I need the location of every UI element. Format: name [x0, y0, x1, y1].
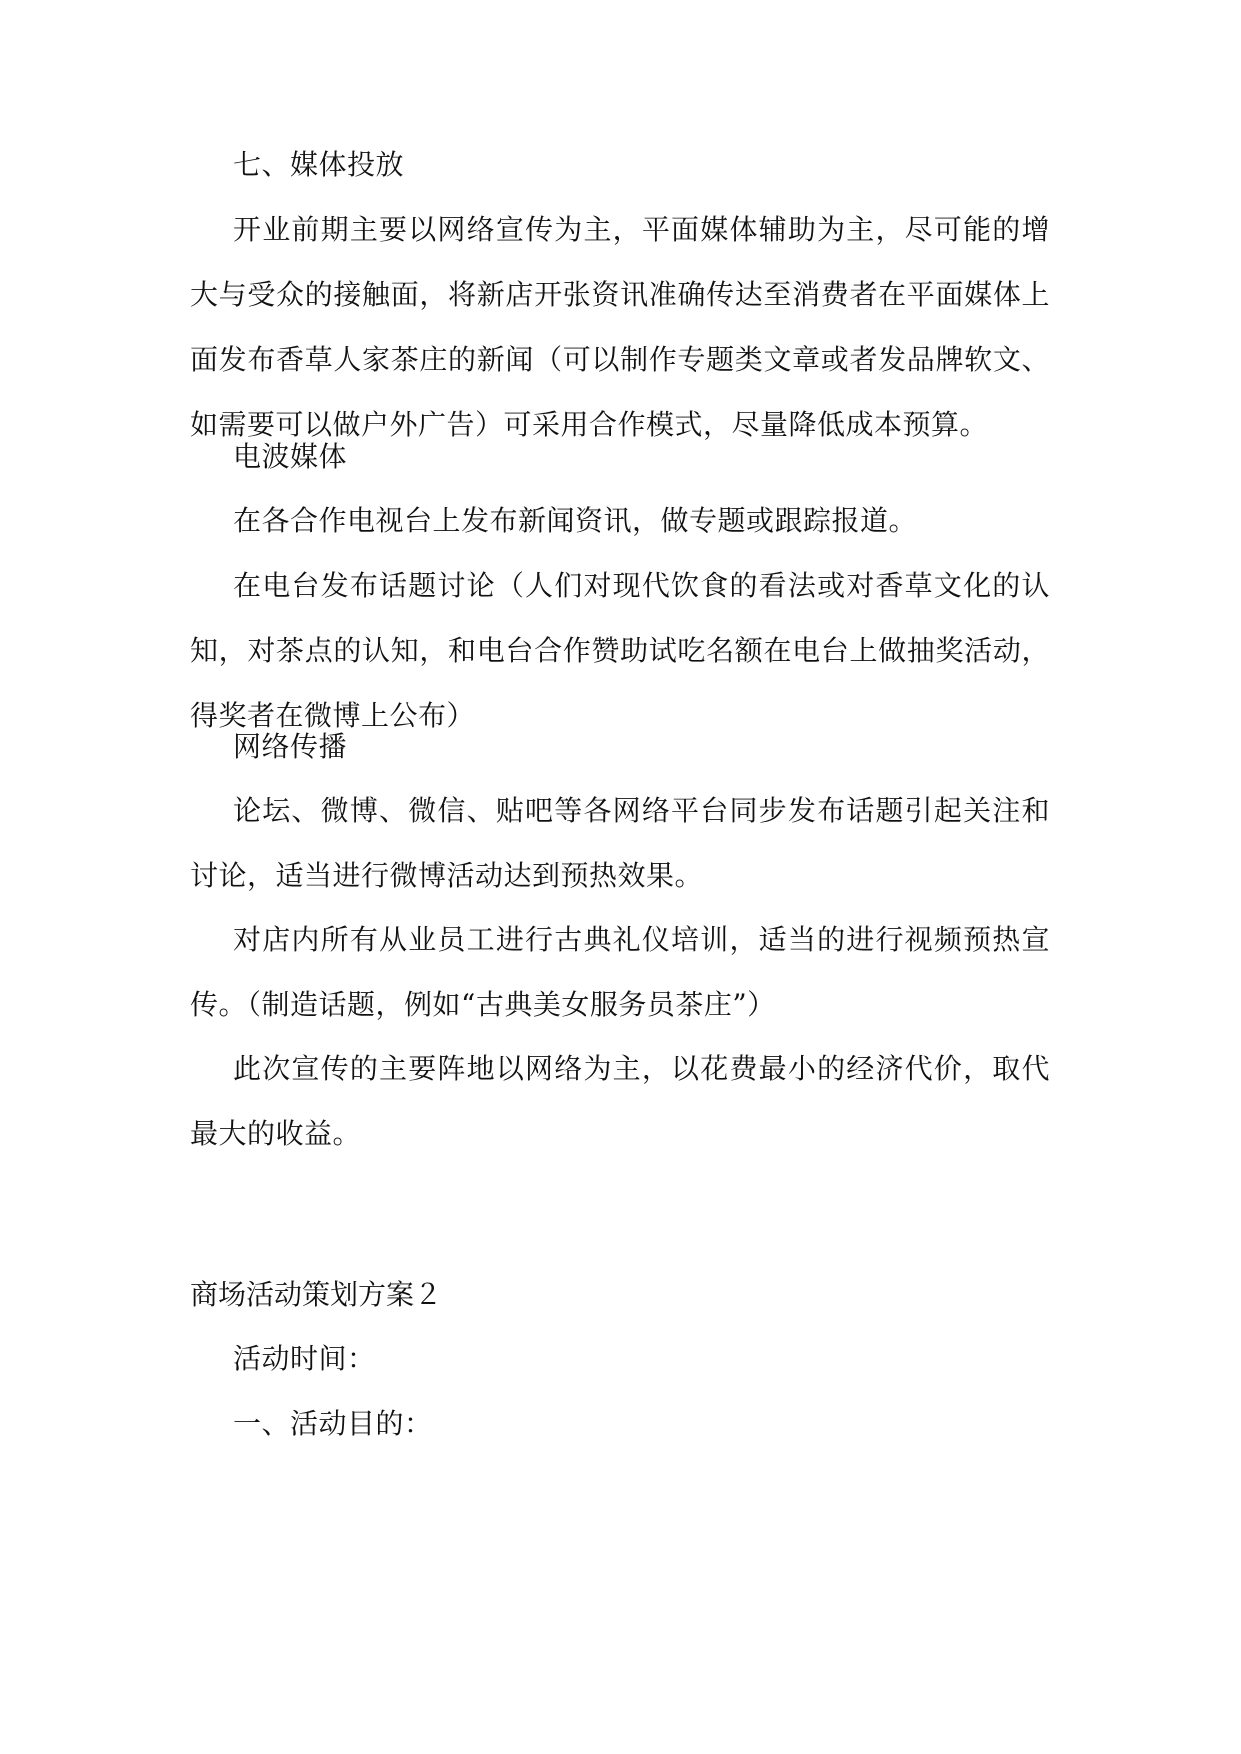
- subheading-broadcast-media: 电波媒体: [233, 440, 348, 473]
- paragraph-network-platforms: 论坛、微博、微信、贴吧等各网络平台同步发布话题引起关注和讨论，适当进行微博活动达到预热效果。: [190, 794, 1050, 892]
- paragraph-media-intro: 开业前期主要以网络宣传为主，平面媒体辅助为主，尽可能的增大与受众的接触面，将新店开张资讯准确传达至消费者在平面媒体上面发布香草人家茶庄的新闻（可以制作专题类文章或者发品牌软文、如需要可以做户外广告）可采用合作模式，尽量降低成本预算。: [190, 213, 1050, 441]
- paragraph-network-summary: 此次宣传的主要阵地以网络为主，以花费最小的经济代价，取代最大的收益。: [190, 1052, 1050, 1150]
- paragraph-broadcast-radio: 在电台发布话题讨论（人们对现代饮食的看法或对香草文化的认知，对茶点的认知，和电台合作赞助试吃名额在电台上做抽奖活动，得奖者在微博上公布）: [190, 569, 1050, 732]
- activity-purpose-label: 一、活动目的：: [233, 1407, 433, 1440]
- plan-title: 商场活动策划方案２: [190, 1278, 443, 1311]
- section-heading-media: 七、媒体投放: [233, 148, 405, 181]
- subheading-network: 网络传播: [233, 730, 348, 763]
- activity-time-label: 活动时间：: [233, 1342, 376, 1375]
- paragraph-broadcast-tv: 在各合作电视台上发布新闻资讯，做专题或跟踪报道。: [233, 504, 918, 537]
- paragraph-network-training: 对店内所有从业员工进行古典礼仪培训，适当的进行视频预热宣传。（制造话题，例如“古典美女服务员茶庄”）: [190, 923, 1050, 1021]
